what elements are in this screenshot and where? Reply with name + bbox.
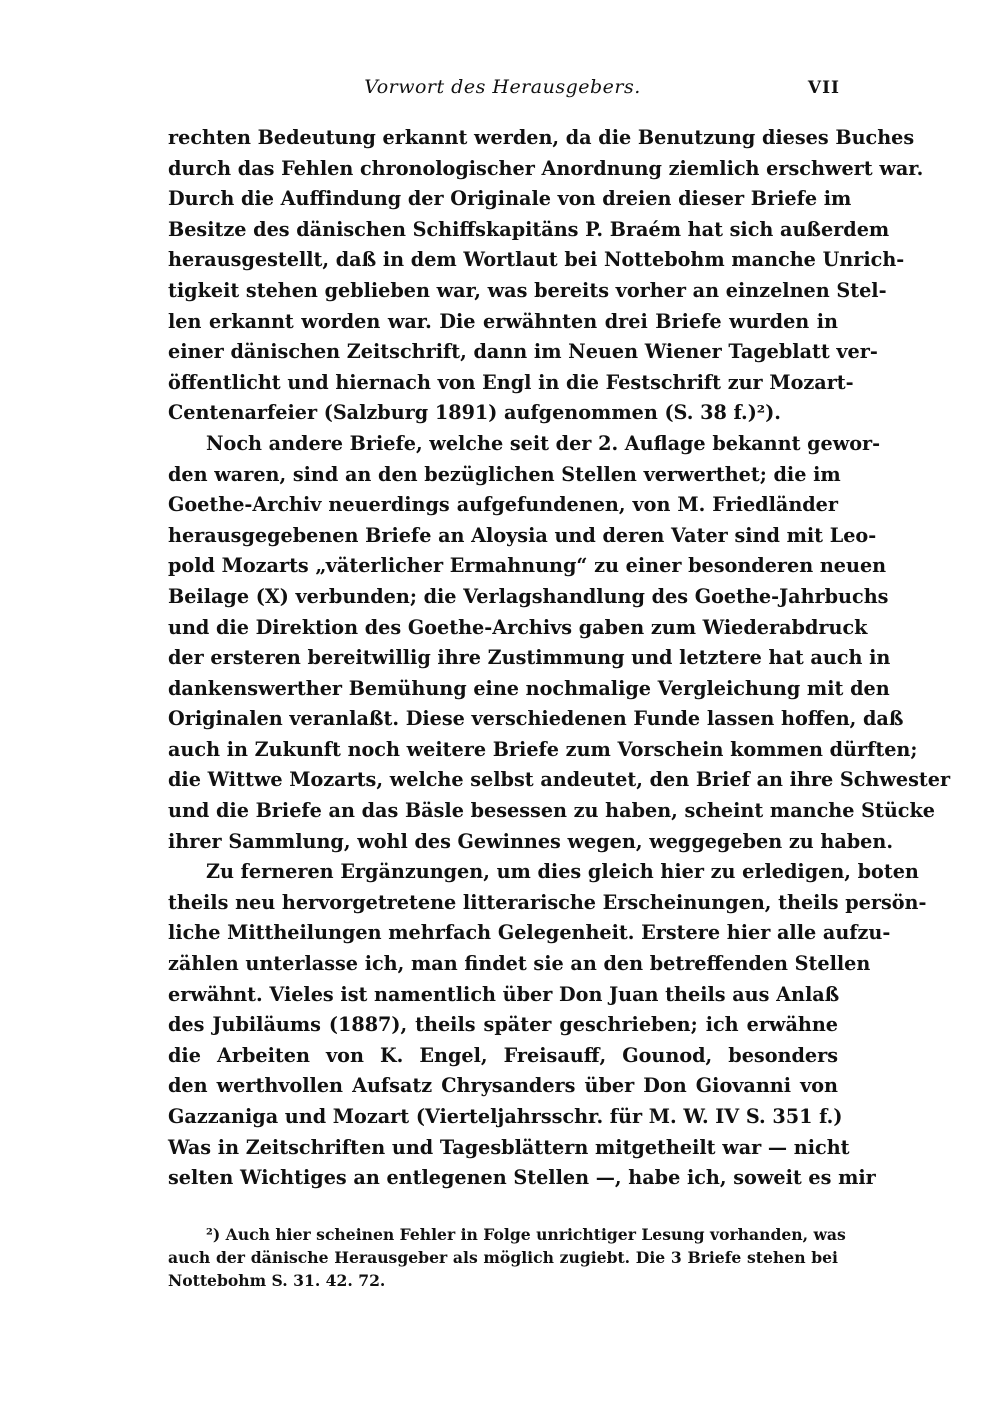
text-line: pold Mozarts „väterlicher Ermahnung“ zu einer besonderen neuen	[168, 554, 887, 578]
text-line: Was in Zeitschriften und Tagesblättern mitgetheilt war — nicht	[168, 1135, 850, 1159]
text-line: Gazzaniga und Mozart (Vierteljahrsschr. für M. W. IV S. 351 f.)	[168, 1105, 843, 1128]
text-line: selten Wichtiges an entlegenen Stellen —, habe ich, soweit es mir	[168, 1166, 876, 1190]
body-text	[168, 123, 951, 1194]
text-line: Goethe-Archiv neuerdings aufgefundenen, von M. Friedländer	[168, 493, 838, 517]
text-line: theils neu hervorgetretene litterarische Erscheinungen, theils persön-	[168, 890, 927, 914]
text-line: herausgestellt, daß in dem Wortlaut bei Nottebohm manche Unrich-	[168, 248, 905, 272]
text-line: Originalen veranlaßt. Diese verschiedenen Funde lassen hoffen, daß	[168, 707, 904, 731]
text-line: erwähnt. Vieles ist namentlich über Don Juan theils aus Anlaß	[168, 982, 840, 1006]
running-title: Vorwort des Herausgebers.	[364, 76, 641, 98]
text-line: und die Direktion des Goethe-Archivs gaben zum Wiederabdruck	[168, 615, 868, 639]
text-line: einer dänischen Zeitschrift, dann im Neuen Wiener Tageblatt ver-	[168, 340, 878, 364]
text-line: den waren, sind an den bezüglichen Stellen verwerthet; die im	[168, 462, 841, 486]
text-line: Zu ferneren Ergänzungen, um dies gleich hier zu erledigen, boten	[206, 860, 919, 884]
footnotes	[168, 1223, 846, 1292]
text-line: den werthvollen Aufsatz Chrysanders über Don Giovanni von	[168, 1074, 838, 1098]
text-line: zählen unterlasse ich, man findet sie an den betreffenden Stellen	[168, 952, 871, 976]
text-line: der ersteren bereitwillig ihre Zustimmung und letztere hat auch in	[168, 646, 891, 670]
text-line: liche Mittheilungen mehrfach Gelegenheit. Erstere hier alle aufzu-	[168, 921, 891, 945]
text-line: die Wittwe Mozarts, welche selbst andeutet, den Brief an ihre Schwester	[168, 768, 951, 792]
text-line: Centenarfeier (Salzburg 1891) aufgenommen (S. 38 f.)²).	[168, 401, 781, 425]
text-line: ihrer Sammlung, wohl des Gewinnes wegen, weggegeben zu haben.	[168, 829, 894, 853]
text-line: Durch die Auffindung der Originale von dreien dieser Briefe im	[168, 187, 852, 211]
text-line: auch in Zukunft noch weitere Briefe zum Vorschein kommen dürften;	[168, 737, 918, 761]
text-line: die Arbeiten von K. Engel, Freisauff, Gounod, besonders	[168, 1043, 838, 1067]
text-line: Beilage (X) verbunden; die Verlagshandlung des Goethe-Jahrbuchs	[168, 584, 889, 608]
text-line: rechten Bedeutung erkannt werden, da die Benutzung dieses Buches	[168, 126, 915, 149]
text-line: durch das Fehlen chronologischer Anordnung ziemlich erschwert war.	[168, 156, 924, 180]
text-line: herausgegebenen Briefe an Aloysia und deren Vater sind mit Leo-	[168, 523, 877, 547]
running-head	[165, 76, 840, 106]
footnote-line: auch der dänische Herausgeber als möglich zugiebt. Die 3 Briefe stehen bei	[168, 1248, 838, 1267]
footnote-line: Nottebohm S. 31. 42. 72.	[168, 1271, 386, 1290]
text-line: Besitze des dänischen Schiffskapitäns P. Braém hat sich außerdem	[168, 217, 890, 241]
text-line: öffentlicht und hiernach von Engl in die Festschrift zur Mozart-	[168, 370, 854, 394]
text-line: len erkannt worden war. Die erwähnten drei Briefe wurden in	[168, 309, 838, 333]
footnote-line: ²) Auch hier scheinen Fehler in Folge unrichtiger Lesung vorhanden, was	[206, 1225, 846, 1244]
text-line: dankenswerther Bemühung eine nochmalige Vergleichung mit den	[168, 676, 890, 700]
text-line: des Jubiläums (1887), theils später geschrieben; ich erwähne	[168, 1013, 838, 1037]
page-number: VII	[807, 78, 840, 98]
text-line: Noch andere Briefe, welche seit der 2. Auflage bekannt gewor-	[206, 431, 881, 455]
text-line: tigkeit stehen geblieben war, was bereits vorher an einzelnen Stel-	[168, 278, 887, 302]
text-line: und die Briefe an das Bäsle besessen zu haben, scheint manche Stücke	[168, 799, 935, 823]
